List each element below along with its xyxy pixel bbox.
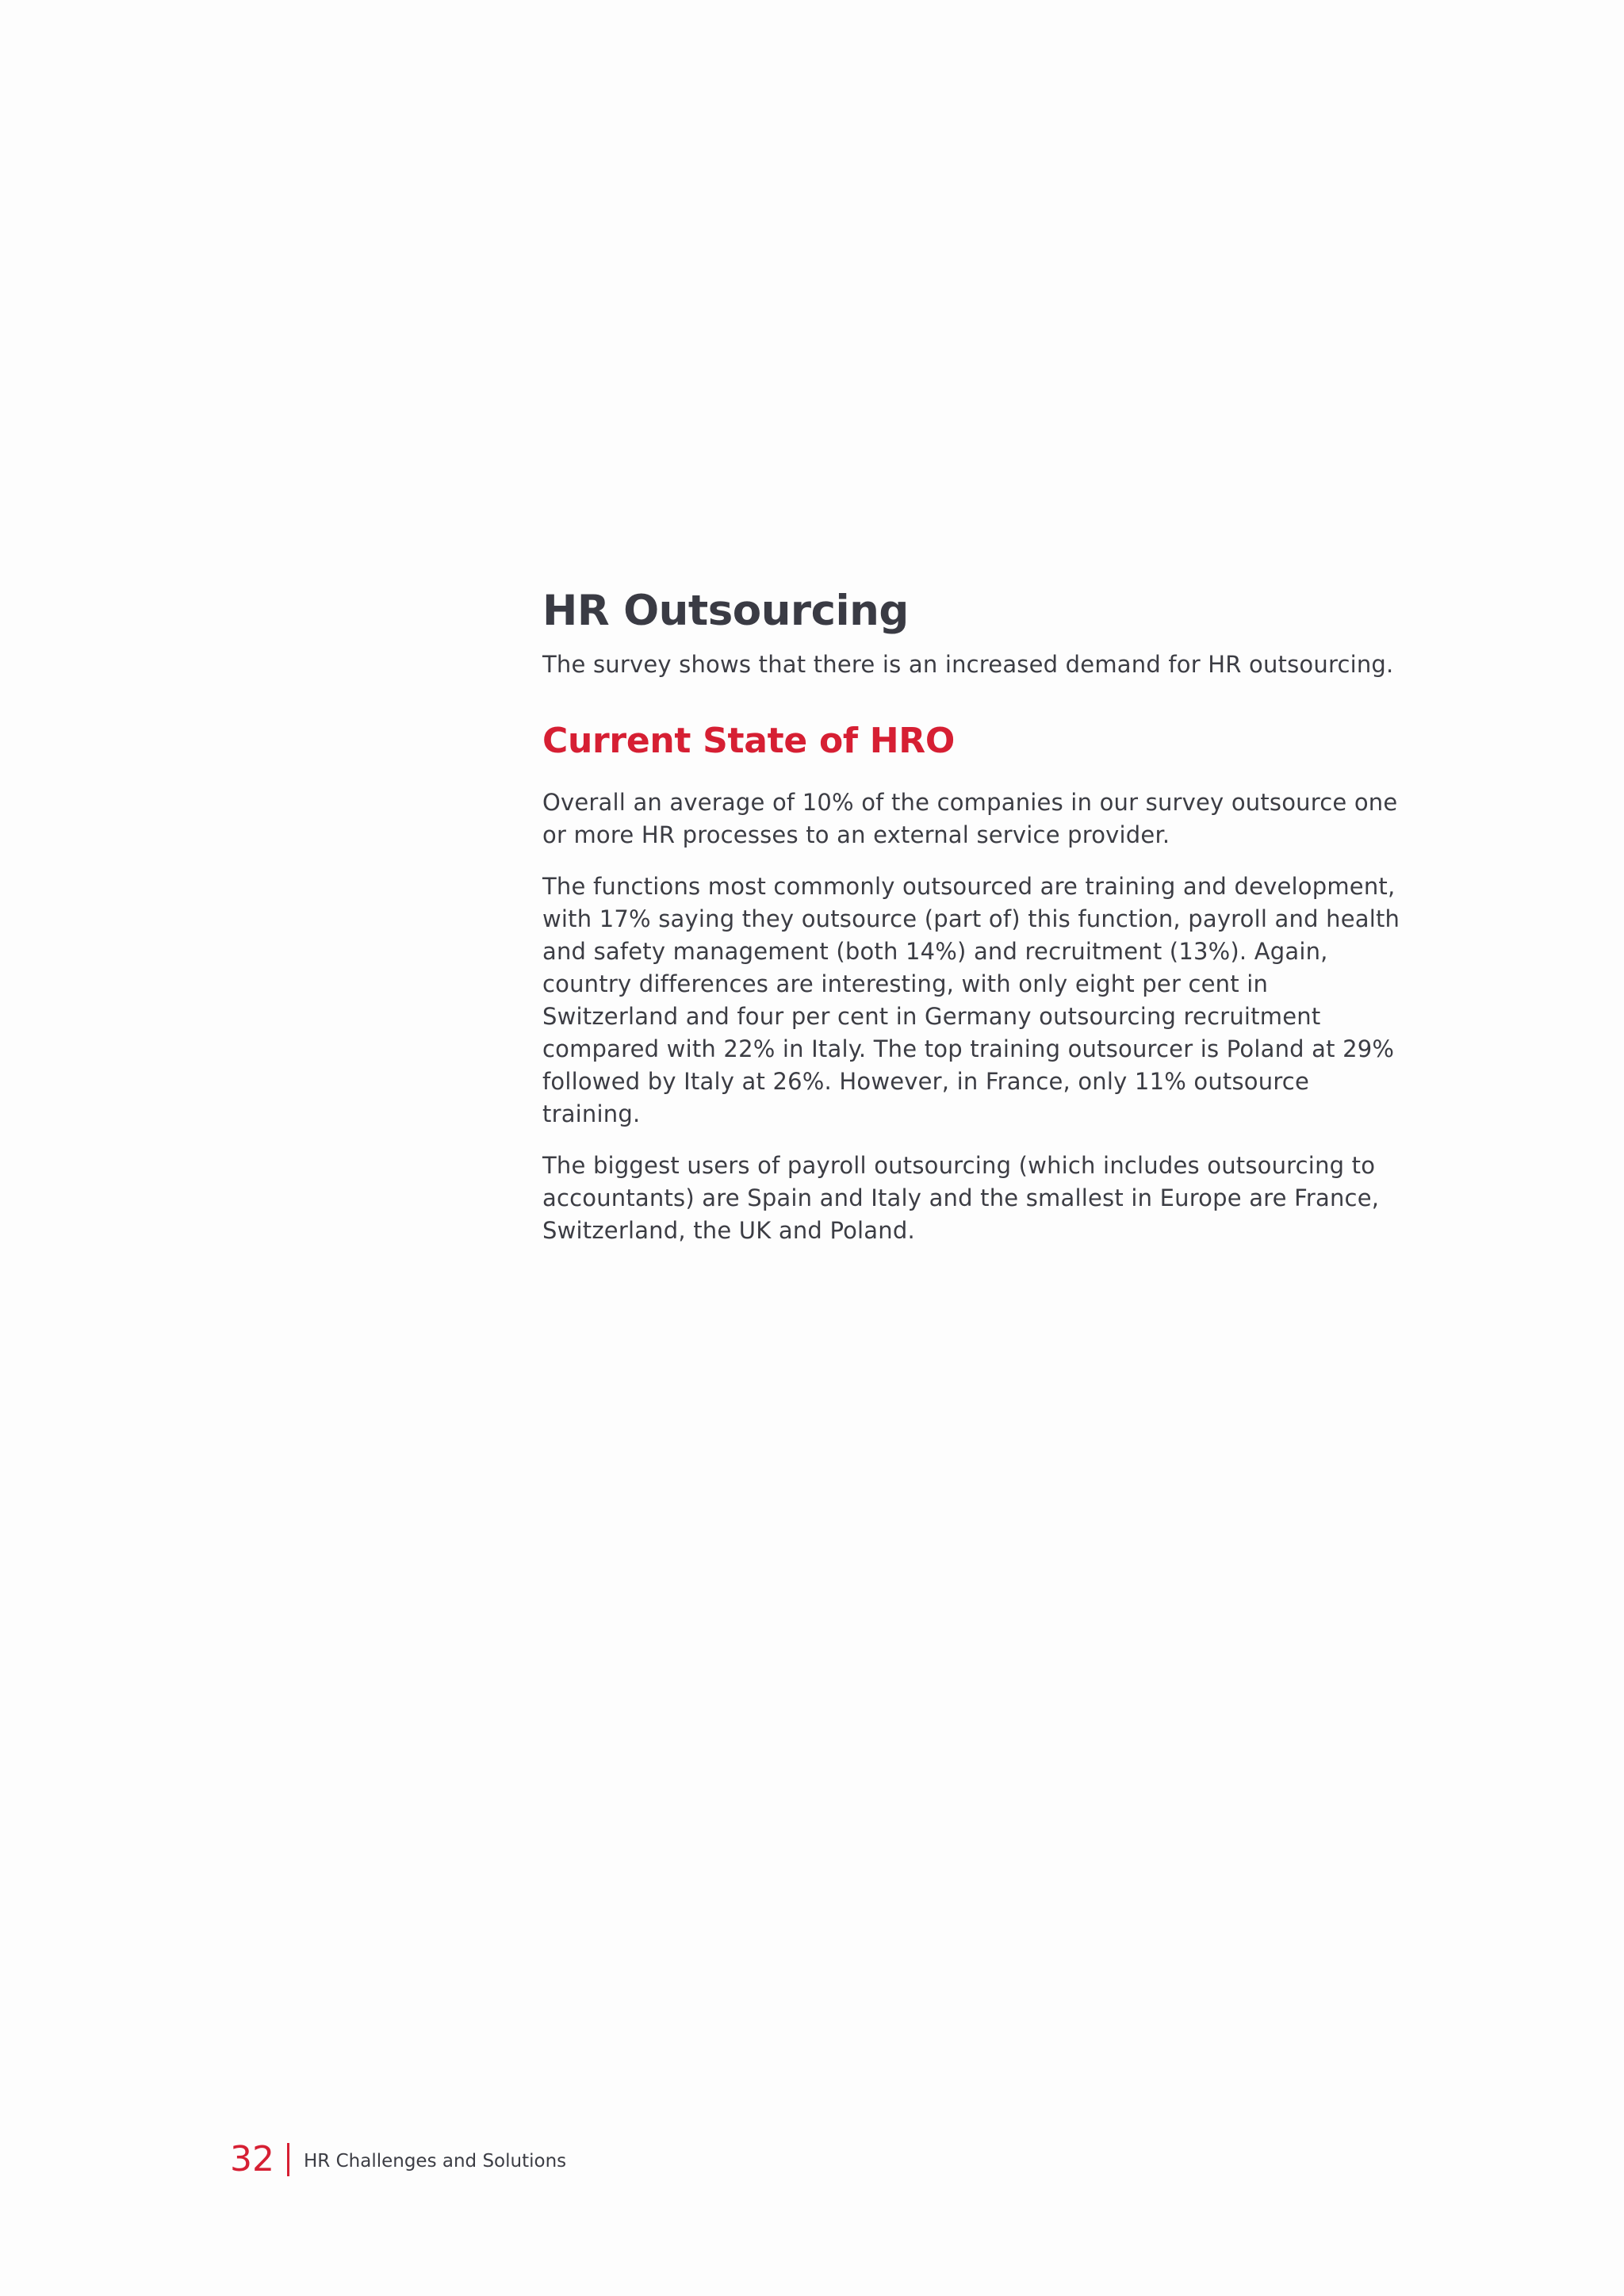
body-paragraph-1: Overall an average of 10% of the companies in our survey outsource one or more HR processes to an external service provider. bbox=[542, 789, 1398, 848]
article bbox=[542, 584, 1407, 1247]
body-paragraph-2: The functions most commonly outsourced are training and development, with 17% saying they outsource (part of) this function, payroll and health and safety management (both 14%) and recruitment (13%). Again, country differences are interesting, with only eight per cent in Switzerland and four per cent in Germany outsourcing recruitment compared with 22% in Italy. The top training outsourcer is Poland at 29% followed by Italy at 26%. However, in France, only 11% outsource training. bbox=[542, 873, 1400, 1127]
page-footer bbox=[230, 2139, 566, 2180]
publication-title: HR Challenges and Solutions bbox=[304, 2151, 567, 2172]
footer-divider bbox=[287, 2143, 289, 2176]
body-paragraph-3: The biggest users of payroll outsourcing (which includes outsourcing to accountants) are Spain and Italy and the smallest in Europe are France, Switzerland, the UK and Poland. bbox=[542, 1152, 1380, 1244]
page-number: 32 bbox=[230, 2139, 274, 2179]
section-heading: Current State of HRO bbox=[542, 721, 955, 761]
intro-paragraph: The survey shows that there is an increased demand for HR outsourcing. bbox=[542, 651, 1394, 678]
page-title: HR Outsourcing bbox=[542, 587, 909, 635]
